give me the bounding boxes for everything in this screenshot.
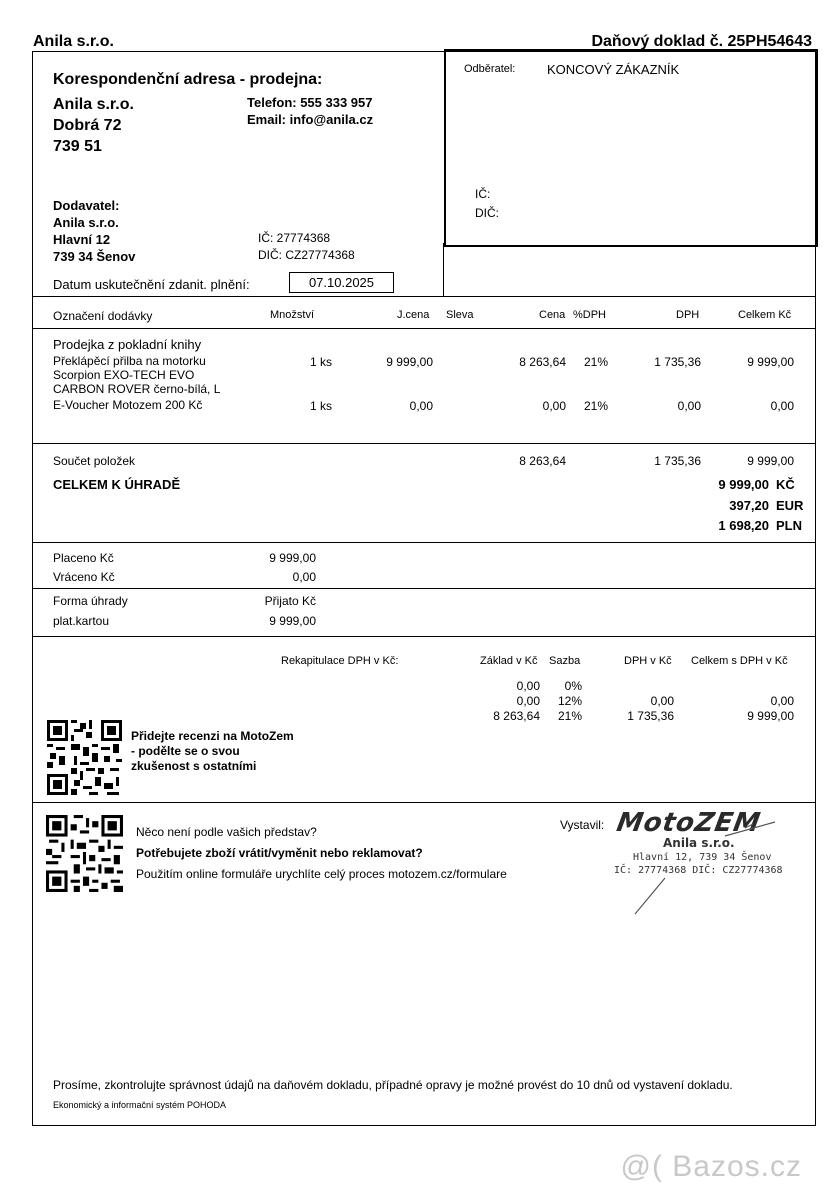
returns-qr-code[interactable] — [46, 815, 123, 892]
pay-total-label: CELKEM K ÚHRADĚ — [53, 477, 181, 492]
total-eur: 397,20 — [729, 498, 769, 513]
col-vat-pct: %DPH — [573, 309, 607, 321]
divider — [32, 542, 815, 543]
payment-method: plat.kartou — [53, 614, 110, 628]
supplier-label: Dodavatel: — [53, 198, 120, 213]
footer-system: Ekonomický a informační systém POHODA — [53, 1100, 227, 1110]
document-title: Daňový doklad č. 25PH54643 — [591, 33, 812, 50]
vat-base: 0,00 — [516, 679, 540, 693]
col-vat: DPH — [676, 309, 700, 321]
item-total: 9 999,00 — [747, 355, 794, 369]
vat-rate: 12% — [557, 694, 582, 708]
sum-price: 8 263,64 — [519, 454, 566, 468]
vat-rate: 21% — [557, 709, 582, 723]
divider — [32, 296, 815, 297]
item-total: 0,00 — [770, 399, 794, 413]
customer-ic-label: IČ: — [475, 187, 491, 201]
customer-dic-label: DIČ: — [475, 206, 499, 220]
item-name: E-Voucher Motozem 200 Kč — [53, 398, 203, 412]
returned-value: 0,00 — [292, 570, 316, 584]
supplier-ic: IČ: 27774368 — [258, 231, 331, 245]
col-price: Cena — [539, 309, 566, 321]
total-pln: 1 698,20 — [718, 518, 769, 533]
signature — [625, 818, 785, 918]
divider — [32, 802, 815, 803]
total-eur-currency: EUR — [776, 498, 804, 513]
total-kc: 9 999,00 — [718, 477, 769, 492]
stamp-address: Hlavní 12, 739 34 Šenov — [633, 852, 772, 863]
corr-name: Anila s.r.o. — [53, 96, 134, 113]
customer-box — [444, 49, 818, 247]
sum-label: Součet položek — [53, 454, 136, 468]
vat-recap-total-header: Celkem s DPH v Kč — [691, 655, 788, 667]
review-line-3: zkušenost s ostatními — [131, 759, 257, 773]
review-qr-code[interactable] — [47, 720, 122, 795]
paid-label: Placeno Kč — [53, 551, 114, 565]
accepted-label: Přijato Kč — [264, 594, 316, 608]
supplier-dic: DIČ: CZ27774368 — [258, 248, 355, 262]
customer-name: KONCOVÝ ZÁKAZNÍK — [547, 62, 680, 77]
corr-title: Korespondenční adresa - prodejna: — [53, 71, 323, 88]
stamp-ids: IČ: 27774368 DIČ: CZ27774368 — [614, 865, 783, 876]
vat-amount: 0,00 — [650, 694, 674, 708]
vat-amount: 1 735,36 — [627, 709, 674, 723]
item-unit-price: 9 999,00 — [386, 355, 433, 369]
corr-zip: 739 51 — [53, 138, 102, 155]
payment-method-value: 9 999,00 — [269, 614, 316, 628]
col-qty: Množství — [270, 309, 315, 321]
vat-total: 9 999,00 — [747, 709, 794, 723]
col-unit-price: J.cena — [397, 309, 430, 321]
supplier-city: 739 34 Šenov — [53, 249, 136, 264]
vat-recap-base-header: Základ v Kč — [480, 655, 538, 667]
corr-email: Email: info@anila.cz — [247, 112, 374, 127]
item-vat-pct: 21% — [583, 355, 608, 369]
supplier-name: Anila s.r.o. — [53, 215, 119, 230]
divider — [32, 588, 815, 589]
returned-label: Vráceno Kč — [53, 570, 115, 584]
item-price: 0,00 — [542, 399, 566, 413]
sum-vat: 1 735,36 — [654, 454, 701, 468]
item-price: 8 263,64 — [519, 355, 566, 369]
vat-base: 8 263,64 — [493, 709, 540, 723]
vat-recap-rate-header: Sazba — [549, 655, 581, 667]
divider — [32, 328, 815, 329]
item-vat: 1 735,36 — [654, 355, 701, 369]
company-header: Anila s.r.o. — [33, 33, 114, 50]
returns-line-2: Potřebujete zboží vrátit/vyměnit nebo reklamovat? — [136, 846, 423, 860]
item-vat-pct: 21% — [583, 399, 608, 413]
vat-base: 0,00 — [516, 694, 540, 708]
item-name: Překlápěcí přilba na motorku — [53, 354, 206, 368]
col-name: Označení dodávky — [53, 309, 153, 323]
total-pln-currency: PLN — [776, 518, 802, 533]
returns-line-3: Použitím online formuláře urychlíte celý proces motozem.cz/formulare — [136, 867, 507, 881]
supplier-street: Hlavní 12 — [53, 232, 111, 247]
item-qty: 1 ks — [309, 399, 332, 413]
total-kc-currency: KČ — [776, 477, 795, 492]
item-qty: 1 ks — [309, 355, 332, 369]
vat-total: 0,00 — [770, 694, 794, 708]
tax-date-label: Datum uskutečnění zdanit. plnění: — [53, 277, 250, 292]
item-name: Scorpion EXO-TECH EVO — [53, 368, 195, 382]
divider — [32, 443, 815, 444]
item-vat: 0,00 — [677, 399, 701, 413]
footer-notice: Prosíme, zkontrolujte správnost údajů na daňovém dokladu, případné opravy je možné provést do 10 dnů od vystavení dokladu. — [53, 1078, 733, 1092]
corr-phone: Telefon: 555 333 957 — [247, 95, 373, 110]
vat-recap-title: Rekapitulace DPH v Kč: — [281, 655, 399, 667]
items-section: Prodejka z pokladní knihy — [53, 337, 202, 352]
item-name: CARBON ROVER černo-bílá, L — [53, 382, 221, 396]
corr-street: Dobrá 72 — [53, 117, 122, 134]
tax-date-value: 07.10.2025 — [289, 272, 394, 293]
customer-label: Odběratel: — [464, 63, 516, 75]
stamp-logo: MotoZEM — [614, 808, 764, 838]
paid-value: 9 999,00 — [269, 551, 316, 565]
payment-form-label: Forma úhrady — [53, 594, 128, 608]
item-unit-price: 0,00 — [409, 399, 433, 413]
vat-recap-vat-header: DPH v Kč — [624, 655, 672, 667]
review-line-1: Přidejte recenzi na MotoZem — [131, 729, 294, 743]
sum-total: 9 999,00 — [747, 454, 794, 468]
issued-label: Vystavil: — [560, 818, 605, 832]
col-discount: Sleva — [446, 309, 474, 321]
col-total: Celkem Kč — [738, 309, 792, 321]
divider — [32, 636, 815, 637]
vat-rate: 0% — [564, 679, 582, 693]
returns-line-1: Něco není podle vašich představ? — [136, 825, 317, 839]
watermark: @( Bazos.cz — [620, 1150, 802, 1183]
stamp-company: Anila s.r.o. — [663, 836, 735, 850]
review-line-2: - podělte se o svou — [131, 744, 240, 758]
